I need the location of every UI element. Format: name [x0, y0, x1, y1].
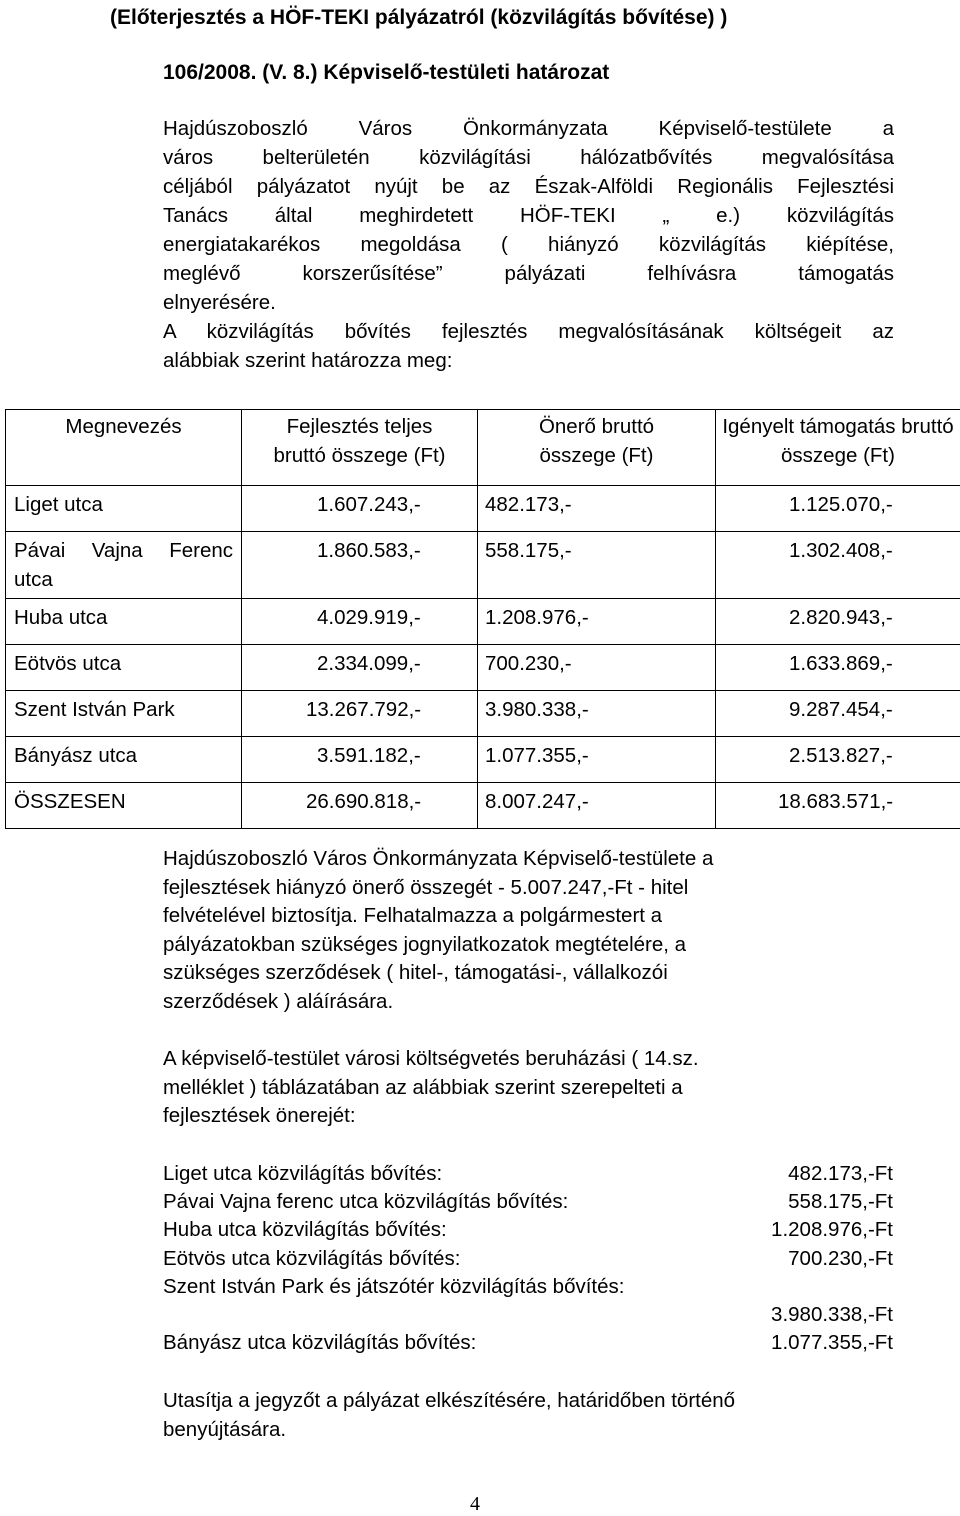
cost-table	[5, 409, 960, 829]
list-item	[163, 1301, 896, 1329]
intro-paragraph	[163, 114, 894, 375]
cell-own: 3.980.338,-	[478, 691, 716, 737]
page-number: 4	[470, 1493, 480, 1516]
cell-total: 26.690.818,-	[242, 783, 478, 829]
text-line: felvételével biztosítja. Felhatalmazza a polgármestert a	[163, 902, 894, 931]
list-item	[163, 1188, 896, 1216]
allocation-list	[163, 1160, 896, 1357]
cell-support: 2.513.827,-	[716, 737, 960, 783]
list-item	[163, 1273, 896, 1301]
row-name: Szent István Park	[6, 691, 242, 737]
table-row	[6, 486, 960, 532]
allocation-value: 3.980.338,-Ft	[771, 1301, 893, 1329]
list-item	[163, 1329, 896, 1357]
text-line: A képviselő-testület városi költségvetés beruházási ( 14.sz.	[163, 1045, 894, 1074]
text-line: meglévő korszerűsítése” pályázati felhívásra támogatás	[163, 259, 894, 288]
text-line: elnyerésére.	[163, 288, 894, 317]
table-row	[6, 691, 960, 737]
row-name: Pávai Vajna Ferenc utca	[6, 532, 242, 599]
text-line: város belterületén közvilágítási hálózatbővítés megvalósítása	[163, 143, 894, 172]
column-header: Megnevezés	[6, 410, 242, 486]
budget-paragraph	[163, 1045, 894, 1131]
allocation-label: Eötvös utca közvilágítás bővítés:	[163, 1245, 460, 1273]
cell-total: 2.334.099,-	[242, 645, 478, 691]
text-line: alábbiak szerint határozza meg:	[163, 346, 894, 375]
text-line: céljából pályázatot nyújt be az Észak-Alföldi Regionális Fejlesztési	[163, 172, 894, 201]
column-header: Önerő bruttó összege (Ft)	[478, 410, 716, 486]
list-item	[163, 1160, 896, 1188]
cell-own: 700.230,-	[478, 645, 716, 691]
cell-total: 3.591.182,-	[242, 737, 478, 783]
funding-paragraph	[163, 845, 894, 1017]
resolution-number: 106/2008. (V. 8.) Képviselő-testületi határozat	[163, 61, 609, 85]
text-line: fejlesztések önerejét:	[163, 1102, 894, 1131]
text-line: szükséges szerződések ( hitel-, támogatási-, vállalkozói	[163, 959, 894, 988]
table-header-row	[6, 410, 960, 486]
text-line: benyújtására.	[163, 1416, 894, 1445]
text-line: melléklet ) táblázatában az alábbiak szerint szerepelteti a	[163, 1074, 894, 1103]
table-row	[6, 737, 960, 783]
text-line: szerződések ) aláírására.	[163, 988, 894, 1017]
document-title: (Előterjesztés a HÖF-TEKI pályázatról (közvilágítás bővítése) )	[110, 6, 727, 30]
list-item	[163, 1216, 896, 1244]
row-name: Bányász utca	[6, 737, 242, 783]
cell-total: 1.860.583,-	[242, 532, 478, 599]
table-total-row	[6, 783, 960, 829]
row-name: Liget utca	[6, 486, 242, 532]
text-line: Hajdúszoboszló Város Önkormányzata Képviselő-testülete a	[163, 114, 894, 143]
allocation-value: 1.077.355,-Ft	[771, 1329, 893, 1357]
table-row	[6, 532, 960, 599]
row-name: Huba utca	[6, 599, 242, 645]
text-line: fejlesztések hiányzó önerő összegét - 5.007.247,-Ft - hitel	[163, 874, 894, 903]
list-item	[163, 1245, 896, 1273]
cell-support: 1.633.869,-	[716, 645, 960, 691]
allocation-value: 1.208.976,-Ft	[771, 1216, 893, 1244]
row-name: ÖSSZESEN	[6, 783, 242, 829]
cell-total: 1.607.243,-	[242, 486, 478, 532]
allocation-value: 482.173,-Ft	[788, 1160, 893, 1188]
text-line: Hajdúszoboszló Város Önkormányzata Képviselő-testülete a	[163, 845, 894, 874]
text-line: Utasítja a jegyzőt a pályázat elkészítésére, határidőben történő	[163, 1387, 894, 1416]
closing-paragraph	[163, 1387, 894, 1444]
cell-own: 1.077.355,-	[478, 737, 716, 783]
column-header: Fejlesztés teljes bruttó összege (Ft)	[242, 410, 478, 486]
allocation-label: Huba utca közvilágítás bővítés:	[163, 1216, 447, 1244]
column-header: Igényelt támogatás bruttó összege (Ft)	[716, 410, 960, 486]
cell-total: 13.267.792,-	[242, 691, 478, 737]
table-row	[6, 645, 960, 691]
cell-support: 2.820.943,-	[716, 599, 960, 645]
text-line: pályázatokban szükséges jognyilatkozatok megtételére, a	[163, 931, 894, 960]
allocation-value: 700.230,-Ft	[788, 1245, 893, 1273]
cell-own: 1.208.976,-	[478, 599, 716, 645]
cell-own: 558.175,-	[478, 532, 716, 599]
cell-own: 482.173,-	[478, 486, 716, 532]
cell-support: 18.683.571,-	[716, 783, 960, 829]
cell-own: 8.007.247,-	[478, 783, 716, 829]
allocation-label: Pávai Vajna ferenc utca közvilágítás bővítés:	[163, 1188, 568, 1216]
table-row	[6, 599, 960, 645]
allocation-label: Szent István Park és játszótér közvilágítás bővítés:	[163, 1273, 624, 1301]
cell-total: 4.029.919,-	[242, 599, 478, 645]
allocation-label: Bányász utca közvilágítás bővítés:	[163, 1329, 476, 1357]
text-line: Tanács által meghirdetett HÖF-TEKI „ e.) közvilágítás	[163, 201, 894, 230]
cell-support: 1.302.408,-	[716, 532, 960, 599]
allocation-value: 558.175,-Ft	[788, 1188, 893, 1216]
text-line: A közvilágítás bővítés fejlesztés megvalósításának költségeit az	[163, 317, 894, 346]
allocation-label: Liget utca közvilágítás bővítés:	[163, 1160, 442, 1188]
cell-support: 9.287.454,-	[716, 691, 960, 737]
cell-support: 1.125.070,-	[716, 486, 960, 532]
row-name: Eötvös utca	[6, 645, 242, 691]
text-line: energiatakarékos megoldása ( hiányzó közvilágítás kiépítése,	[163, 230, 894, 259]
